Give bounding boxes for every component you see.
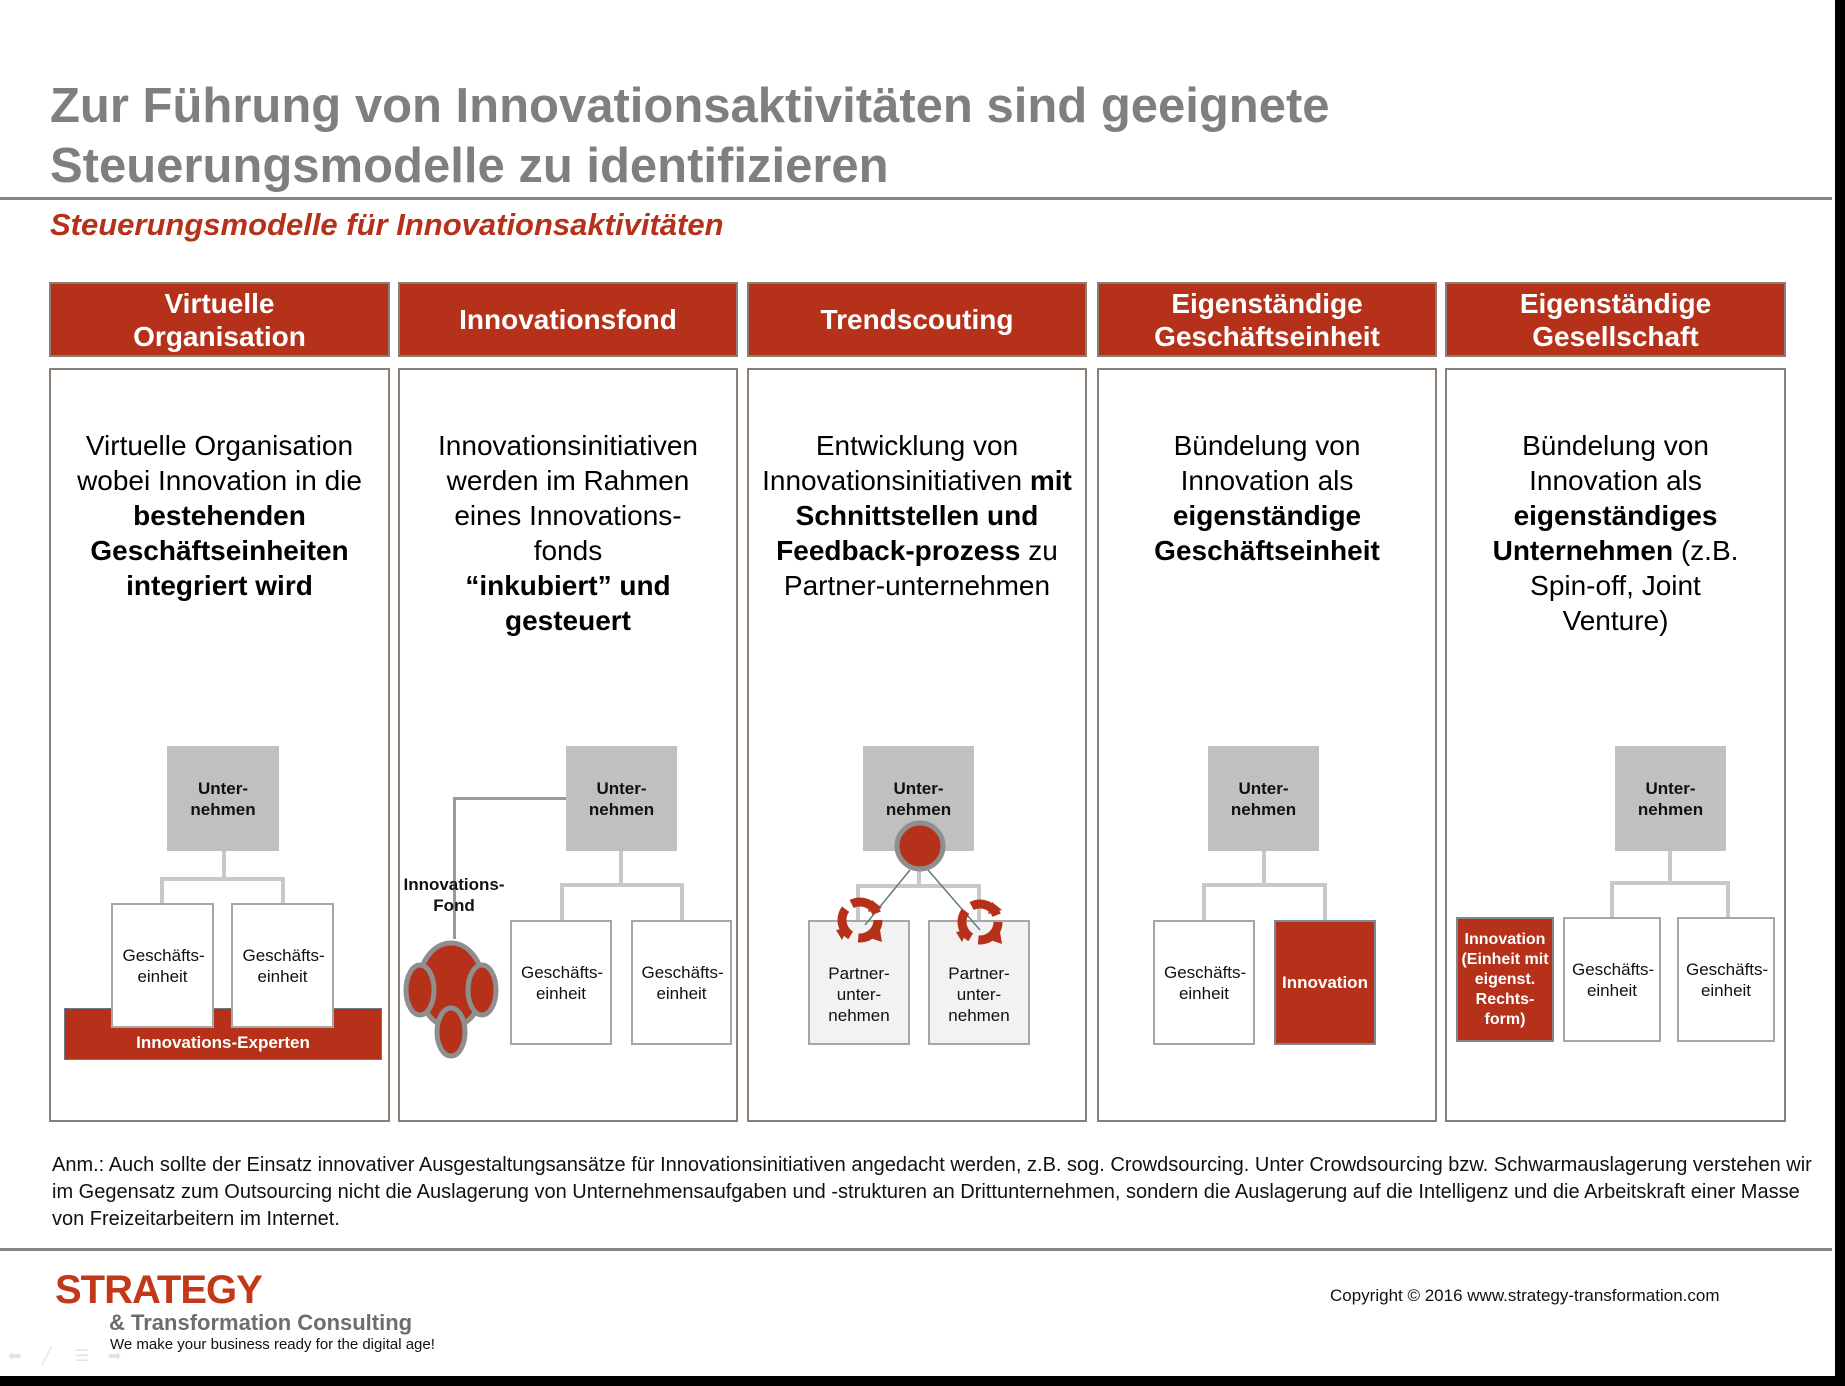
connector-line — [560, 883, 564, 920]
logo-strategy: STRATEGY — [55, 1268, 262, 1312]
unit-label: Partner-unter-nehmen — [828, 964, 890, 1025]
org-box-unternehmen — [1615, 746, 1726, 851]
page-title — [50, 76, 1750, 196]
column-header-label: Eigenständige Geschäftseinheit — [1154, 287, 1380, 352]
footnote: Anm.: Auch sollte der Einsatz innovativer Ausgestaltungsansätze für Innovationsinitiativen angedacht werden, z.B. sog. Crowdsourcing. Unter Crowdsourcing bzw. Schwarmauslagerung verstehen wir im Gegensatz zum Outsourcing nicht die Auslagerung von Unternehmensaufgaben und -strukturen an Drittunternehmen, sondern die Auslagerung auf die Intelligenz und die Arbeitskraft einer Masse von Freizeitarbeitern im Internet. — [52, 1154, 1812, 1230]
org-box-unternehmen — [566, 746, 677, 851]
bar-label: Innovations-Experten — [136, 1033, 310, 1052]
innovation-entity-box — [1456, 917, 1554, 1042]
header-divider — [0, 197, 1832, 200]
connector-line — [680, 883, 684, 920]
column-body-independent-unit — [1097, 368, 1437, 1122]
connector-line — [160, 877, 164, 905]
unit-label: Geschäfts-einheit — [1164, 962, 1247, 1003]
copyright: Copyright © 2016 www.strategy-transformation.com — [1330, 1286, 1720, 1305]
connector-line — [1202, 883, 1327, 887]
desc-text: (z.B. Spin-off, Joint Venture) — [1530, 535, 1739, 636]
column-header-label: Eigenständige Gesellschaft — [1519, 287, 1712, 352]
column-header-label: Trendscouting — [820, 304, 1014, 335]
unit-label: Geschäfts-einheit — [122, 945, 205, 986]
desc-bold: mit Schnittstellen und Feedback-prozess — [776, 465, 1072, 566]
connector-line — [560, 883, 684, 887]
org-label: Unter-nehmen — [190, 778, 256, 819]
connector-line — [281, 877, 285, 905]
pen-icon[interactable]: ╱ — [42, 1348, 52, 1365]
org-label: Unter-nehmen — [1230, 778, 1297, 819]
unit-label: Geschäfts-einheit — [521, 962, 604, 1003]
connector-line — [1262, 851, 1266, 885]
cycle-arrows-icon — [950, 896, 1010, 948]
column-body-trendscouting — [747, 368, 1087, 1122]
desc-bold: eigenständige Geschäftseinheit — [1154, 500, 1380, 566]
business-unit-box — [111, 903, 214, 1028]
unit-label: Innovation (Einheit mit eigenst. Rechts-form) — [1461, 930, 1549, 1028]
desc-bold: bestehenden Geschäftseinheiten integriert wird — [90, 500, 349, 601]
column-description — [400, 428, 736, 638]
desc-text: Bündelung von Innovation als — [1522, 430, 1709, 496]
connector-line — [1726, 881, 1730, 917]
fund-connector-line — [453, 797, 566, 800]
desc-bold: “inkubiert” und gesteuert — [465, 570, 671, 636]
title-line-1: Zur Führung von Innovationsaktivitäten sind geeignete — [50, 79, 1330, 133]
connector-line — [1668, 851, 1672, 883]
column-header-independent-unit — [1097, 282, 1437, 357]
unit-label: Partner-unter-nehmen — [948, 964, 1010, 1025]
business-unit-box — [1153, 920, 1255, 1045]
column-header-innovation-fund — [398, 282, 738, 357]
connector-line — [1202, 883, 1206, 920]
title-line-2: Steuerungsmodelle zu identifizieren — [50, 139, 889, 193]
org-box-unternehmen — [167, 746, 279, 851]
unit-label: Geschäfts-einheit — [1686, 959, 1769, 1000]
desc-text: Innovationsinitiativen werden im Rahmen eines Innovations-fonds — [438, 430, 698, 566]
prev-arrow-icon[interactable]: ⬅ — [8, 1348, 22, 1365]
org-label: Unter-nehmen — [588, 778, 655, 819]
innovation-fund-label: Innovations-Fond — [403, 875, 505, 915]
desc-bold: eigenständiges Unternehmen — [1492, 500, 1718, 566]
connector-line — [1610, 881, 1730, 885]
column-header-independent-company — [1445, 282, 1786, 357]
org-label: Unter-nehmen — [885, 779, 952, 819]
business-unit-box — [631, 920, 732, 1045]
column-header-trendscouting — [747, 282, 1087, 357]
column-header-virtual-org — [49, 282, 390, 357]
connector-line — [160, 877, 285, 881]
connector-line — [1610, 881, 1614, 917]
column-header-label: Virtuelle Organisation — [133, 287, 306, 352]
desc-text: Bündelung von Innovation als — [1173, 430, 1361, 496]
business-unit-box — [1563, 917, 1661, 1042]
unit-label: Geschäfts-einheit — [1572, 959, 1655, 1000]
business-unit-box — [231, 903, 334, 1028]
logo-subtitle: & Transformation Consulting — [109, 1310, 413, 1335]
innovation-fund-cluster-icon — [403, 935, 499, 1060]
business-unit-box — [510, 920, 612, 1045]
next-arrow-icon[interactable]: ➡ — [108, 1348, 122, 1365]
column-description — [1099, 428, 1435, 568]
unit-label: Geschäfts-einheit — [641, 962, 724, 1003]
column-description — [1447, 428, 1784, 638]
footer-divider — [0, 1248, 1832, 1251]
column-description — [749, 428, 1085, 603]
subtitle: Steuerungsmodelle für Innovationsaktivitäten — [50, 207, 724, 242]
column-header-label: Innovationsfond — [459, 304, 677, 335]
logo-tagline: We make your business ready for the digital age! — [110, 1336, 435, 1353]
business-unit-box — [1677, 917, 1775, 1042]
desc-text: Entwicklung von Innovationsinitiativen — [762, 430, 1030, 496]
menu-icon[interactable]: ☰ — [75, 1348, 90, 1365]
hub-circle-icon — [897, 823, 943, 869]
unit-label: Innovation — [1282, 973, 1368, 992]
desc-text: Virtuelle Organisation wobei Innovation in die — [77, 430, 362, 496]
cycle-arrows-icon — [830, 894, 890, 946]
innovation-unit-box — [1274, 920, 1376, 1045]
connector-line — [1323, 883, 1327, 920]
unit-label: Geschäfts-einheit — [242, 945, 325, 986]
desc-text: zu Partner-unternehmen — [783, 535, 1058, 601]
org-box-unternehmen — [1208, 746, 1319, 851]
connector-line — [222, 851, 226, 879]
column-description — [51, 428, 388, 603]
org-label: Unter-nehmen — [1637, 778, 1704, 819]
fund-connector-line — [453, 797, 456, 939]
connector-line — [619, 851, 623, 885]
